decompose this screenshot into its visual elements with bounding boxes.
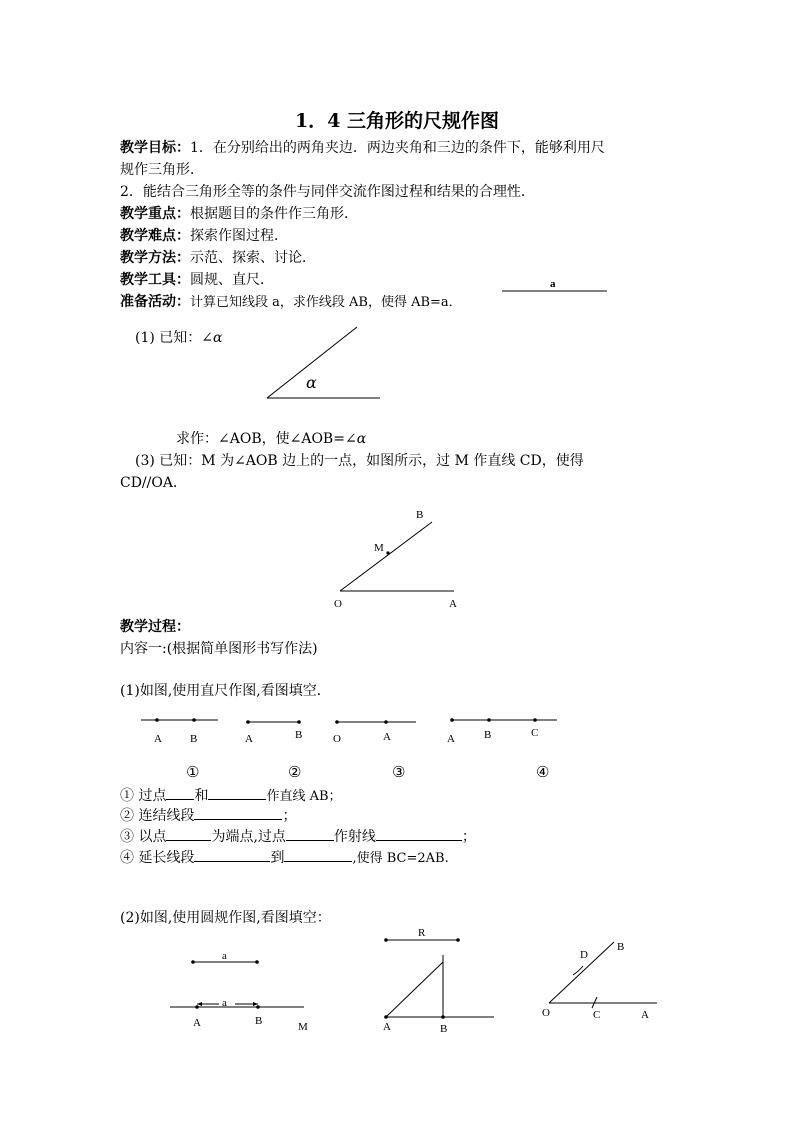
p1-f3-point-a xyxy=(384,720,388,724)
p2f3-label-o: O xyxy=(542,1007,550,1019)
p2-f2-point-b xyxy=(441,1015,445,1019)
q3-label-m: M xyxy=(374,542,384,554)
prep-text: 计算已知线段 a，求作线段 AB，使得 AB=a． xyxy=(190,295,462,310)
prep-segment-label: a xyxy=(550,278,556,290)
fig-num-1: ① xyxy=(186,763,200,781)
p2f2-label-b: B xyxy=(440,1023,448,1035)
tools-label: 教学工具： xyxy=(120,272,190,288)
p2f1-label-a-top: a xyxy=(222,950,227,962)
objectives-line1b: 规作三角形． xyxy=(120,162,204,178)
difficulty-label: 教学难点： xyxy=(120,228,190,244)
p2f1-label-a: A xyxy=(193,1017,201,1029)
q3-line1: (3) 已知：M 为∠AOB 边上的一点，如图所示，过 M 作直线 CD，使得 xyxy=(135,453,584,469)
fig-num-4: ④ xyxy=(536,763,550,781)
p2f1-label-a-mid: a xyxy=(222,997,227,1009)
p2-fig2-hyp xyxy=(386,962,443,1017)
prep-label: 准备活动： xyxy=(120,294,190,310)
item-4: ④ 延长线段 到 ,使得 BC=2AB. xyxy=(120,850,449,866)
content1: 内容一:(根据简单图形书写作法) xyxy=(120,641,318,657)
q3-line2: CD//OA． xyxy=(120,475,187,491)
q3-label-a: A xyxy=(449,598,457,610)
p2f3-label-c: C xyxy=(593,1009,601,1021)
item-3: ③ 以点 为端点,过点 作射线 ； xyxy=(120,829,476,845)
p2-f2-point-a xyxy=(384,1015,388,1019)
p2-f1-point-b xyxy=(256,1005,260,1009)
p1-f1-point-a xyxy=(155,718,159,722)
fig-num-2: ② xyxy=(288,763,302,781)
item-1: ① 过点 和 作直线 AB； xyxy=(120,788,342,804)
p2-f1-seg-end-right xyxy=(255,960,259,964)
p2-f2-r-right xyxy=(456,938,460,942)
fig3-label-o: O xyxy=(333,733,341,745)
p2-f1-point-a xyxy=(195,1005,199,1009)
p1-f4-point-a xyxy=(450,718,454,722)
p2-f2-r-left xyxy=(384,938,388,942)
objectives-label: 教学目标： xyxy=(120,140,190,156)
key-point-label: 教学重点： xyxy=(120,206,190,222)
q1-given: (1) 已知：∠α xyxy=(135,330,223,346)
q3-label-o: O xyxy=(334,598,342,610)
p1-f4-point-c xyxy=(533,718,537,722)
objectives-text: 1．在分别给出的两角夹边．两边夹角和三边的条件下，能够利用尺 xyxy=(190,140,605,156)
fig1-label-a: A xyxy=(154,733,162,745)
method-text: 示范、探索、讨论． xyxy=(190,250,316,266)
fig-num-3: ③ xyxy=(392,763,406,781)
p1-f2-point-b xyxy=(297,720,301,724)
fig4-label-a: A xyxy=(447,733,455,745)
difficulty-text: 探索作图过程． xyxy=(190,228,288,244)
q1-find: 求作：∠AOB，使∠AOB=∠α xyxy=(176,431,367,447)
p2f3-label-b: B xyxy=(617,941,625,953)
part2-heading: (2)如图,使用圆规作图,看图填空： xyxy=(120,910,331,926)
fig3-label-a: A xyxy=(383,731,391,743)
p2f3-label-a: A xyxy=(641,1009,649,1021)
point-m xyxy=(386,551,389,554)
tools-text: 圆规、直尺． xyxy=(190,272,274,288)
key-point-text: 根据题目的条件作三角形． xyxy=(190,206,358,222)
p2-fig3-ob xyxy=(549,942,614,1003)
objectives-line2: 2．能结合三角形全等的条件与同伴交流作图过程和结果的合理性． xyxy=(120,184,535,200)
p2f1-label-b: B xyxy=(255,1015,263,1027)
fig2-label-a: A xyxy=(245,733,253,745)
fig4-label-b: B xyxy=(484,729,492,741)
p2f1-label-m: M xyxy=(298,1021,308,1033)
p1-f1-point-b xyxy=(192,718,196,722)
part1-heading: (1)如图,使用直尺作图,看图填空． xyxy=(120,683,331,699)
fig4-label-c: C xyxy=(531,727,539,739)
p2f2-label-r: R xyxy=(418,927,426,939)
item-2: ② 连结线段 ； xyxy=(120,808,297,824)
p2-f1-seg-end-left xyxy=(191,960,195,964)
process-label: 教学过程： xyxy=(120,619,190,635)
angle-alpha-ray xyxy=(267,327,357,398)
p2-fig3-arc-d xyxy=(573,966,583,975)
ray-ob xyxy=(340,522,432,591)
p1-f4-point-b xyxy=(487,718,491,722)
p2f2-label-a: A xyxy=(383,1021,391,1033)
q1-alpha: α xyxy=(213,330,223,346)
page-title: 1．4 三角形的尺规作图 xyxy=(294,110,500,132)
p2f3-label-d: D xyxy=(580,949,588,961)
p1-f2-point-a xyxy=(246,720,250,724)
fig2-label-b: B xyxy=(295,729,303,741)
p1-f3-point-o xyxy=(335,720,339,724)
angle-alpha-label: α xyxy=(306,373,317,392)
fig1-label-b: B xyxy=(190,733,198,745)
q3-label-b: B xyxy=(416,509,424,521)
method-label: 教学方法： xyxy=(120,250,190,266)
